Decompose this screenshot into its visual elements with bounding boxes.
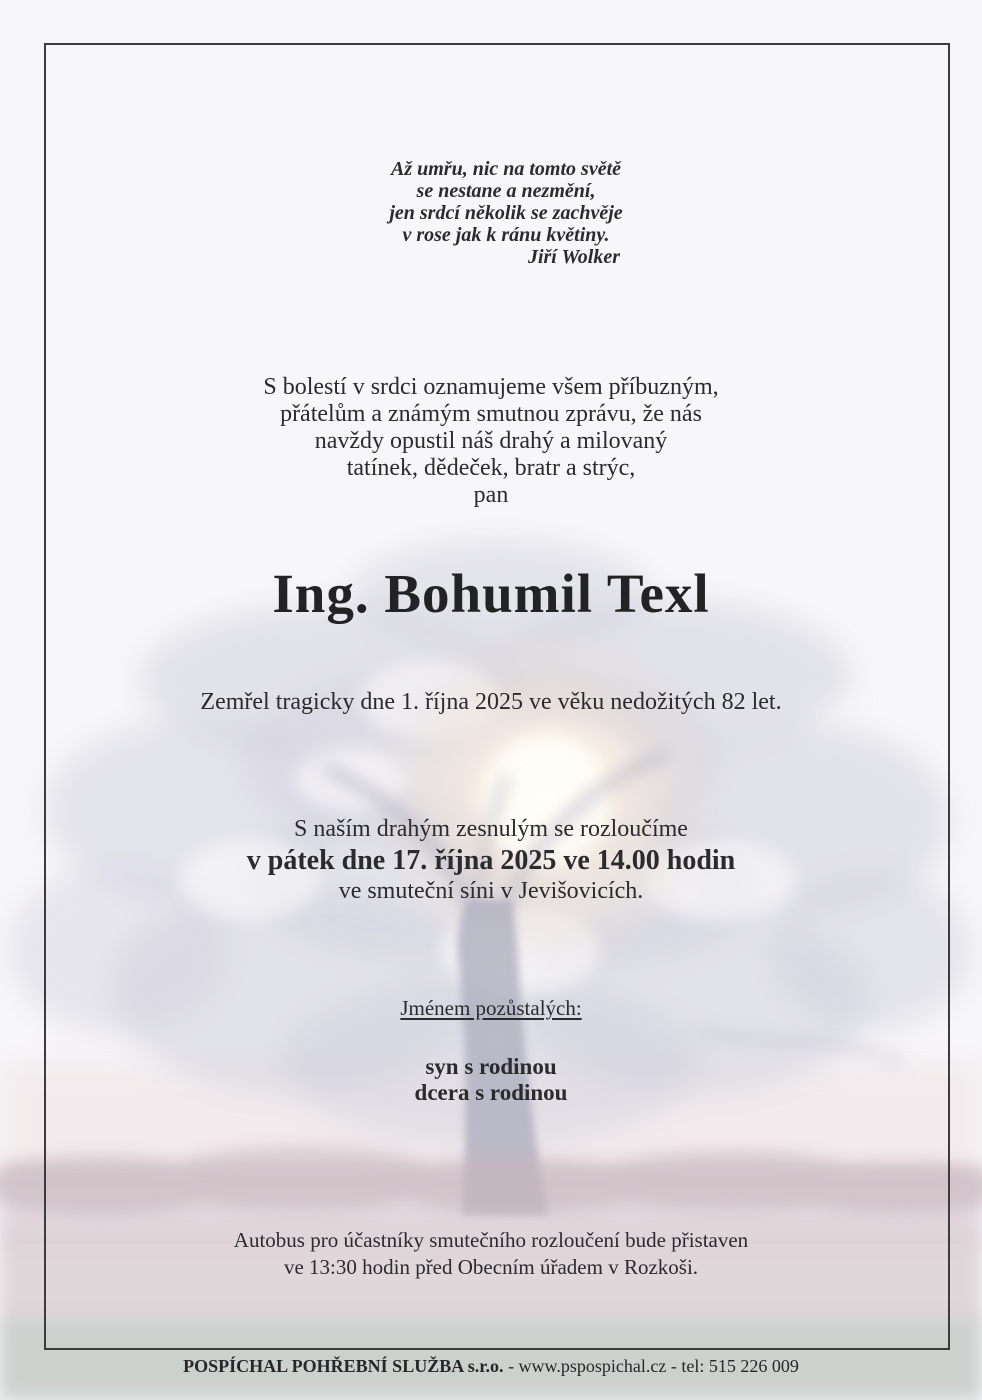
farewell-info [0, 814, 982, 905]
announcement-line: pan [473, 482, 509, 508]
footer [0, 1355, 982, 1377]
deceased-name: Ing. Bohumil Texl [272, 563, 710, 624]
announcement-line: navždy opustil náš drahý a milovaný [314, 428, 668, 454]
bus-info-line: Autobus pro účastníky smutečního rozloučení bude přistaven [233, 1228, 749, 1252]
announcement-line: přátelům a známým smutnou zprávu, že nás [280, 401, 702, 427]
announcement-line: tatínek, dědeček, bratr a strýc, [346, 455, 636, 481]
mourner-item: dcera s rodinou [414, 1080, 568, 1105]
mourners-names [0, 1054, 982, 1106]
farewell-line: S naším drahým zesnulým se rozloučíme [294, 816, 688, 842]
announcement-line: S bolestí v srdci oznamujeme všem příbuzným, [263, 374, 719, 400]
death-notice: Zemřel tragicky dne 1. října 2025 ve věku nedožitých 82 let. [200, 689, 782, 715]
poem-line: jen srdcí několik se zachvěje [389, 202, 623, 224]
farewell-place: ve smuteční síni v Jevišovicích. [338, 878, 644, 904]
funeral-company-name: POSPÍCHAL POHŘEBNÍ SLUŽBA s.r.o. [183, 1356, 504, 1376]
footer-contact: - www.pspospichal.cz - tel: 515 226 009 [503, 1356, 799, 1376]
bus-info [0, 1227, 982, 1281]
poem-author: Jiří Wolker [527, 246, 621, 268]
mourners-heading-text: Jménem pozůstalých: [400, 996, 582, 1020]
mourners-heading [0, 996, 982, 1021]
farewell-date-time: v pátek dne 17. října 2025 ve 14.00 hodin [246, 845, 736, 876]
poem [0, 158, 982, 268]
poem-line: v rose jak k ránu květiny. [402, 224, 610, 246]
mourner-item: syn s rodinou [425, 1054, 557, 1079]
poem-line: Až umřu, nic na tomto světě [390, 158, 622, 180]
poem-line: se nestane a nezmění, [416, 180, 596, 202]
bus-info-line: ve 13:30 hodin před Obecním úřadem v Rozkoši. [283, 1255, 699, 1279]
announcement [0, 374, 982, 509]
